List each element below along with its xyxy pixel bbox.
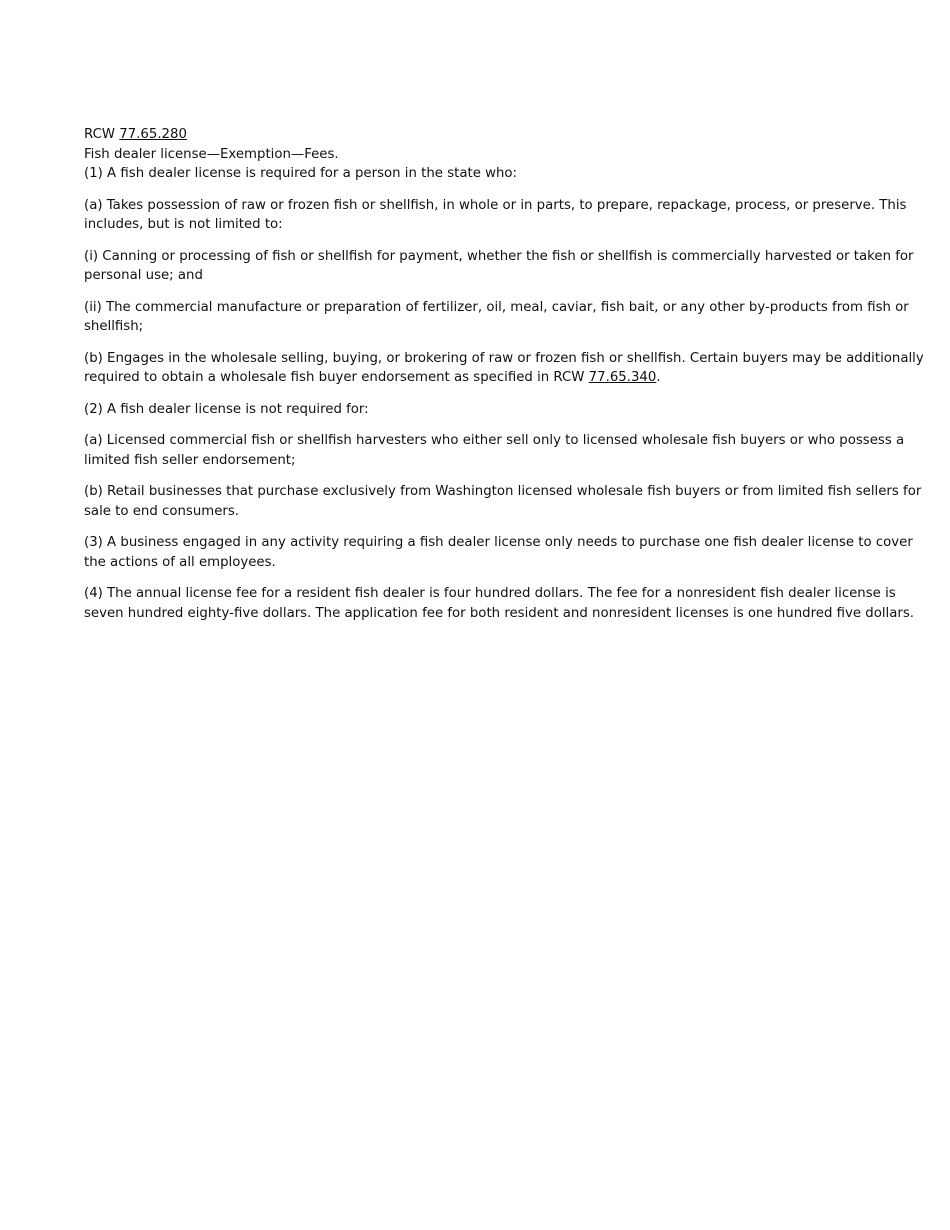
section-title: Fish dealer license—Exemption—Fees. <box>84 146 339 162</box>
document-page <box>84 125 926 635</box>
paragraph-1b-end: . <box>656 370 661 385</box>
paragraph-3: (3) A business engaged in any activity requiring a fish dealer license only needs to purchase one fish dealer license to cover the actions of all employees. <box>84 535 913 570</box>
rcw-number-link[interactable]: 77.65.280 <box>119 127 187 142</box>
paragraph-2a: (a) Licensed commercial fish or shellfish harvesters who either sell only to licensed wholesale fish buyers or who possess a limited fish seller endorsement; <box>84 433 905 468</box>
paragraph-2b: (b) Retail businesses that purchase exclusively from Washington licensed wholesale fish buyers or from limited fish sellers for sale to end consumers. <box>84 484 922 519</box>
paragraph-1b <box>84 349 926 388</box>
paragraph-1a-ii: (ii) The commercial manufacture or preparation of fertilizer, oil, meal, caviar, fish bait, or any other by-products from fish or shellfish; <box>84 299 909 334</box>
paragraph-1: (1) A fish dealer license is required for a person in the state who: <box>84 166 518 181</box>
paragraph-2: (2) A fish dealer license is not required for: <box>84 401 369 417</box>
rcw-77-65-340-link[interactable]: 77.65.340 <box>588 370 657 385</box>
paragraph-1a: (a) Takes possession of raw or frozen fish or shellfish, in whole or in parts, to prepare, repackage, process, or preserve. This includes, but is not limited to: <box>84 197 907 232</box>
paragraph-1b-text: (b) Engages in the wholesale selling, buying, or brokering of raw or frozen fish or shellfish. Certain buyers may be additionally required to obtain a wholesale fish buyer endorsement as specified in RCW <box>84 350 924 385</box>
rcw-citation <box>84 125 926 145</box>
paragraph-1a-i: (i) Canning or processing of fish or shellfish for payment, whether the fish or shellfish is commercially harvested or taken for personal use; and <box>84 248 914 283</box>
paragraph-4: (4) The annual license fee for a resident fish dealer is four hundred dollars. The fee for a nonresident fish dealer license is seven hundred eighty-five dollars. The application fee for both resident and nonresident licenses is one hundred five dollars. <box>84 586 914 621</box>
rcw-prefix: RCW <box>84 127 120 142</box>
